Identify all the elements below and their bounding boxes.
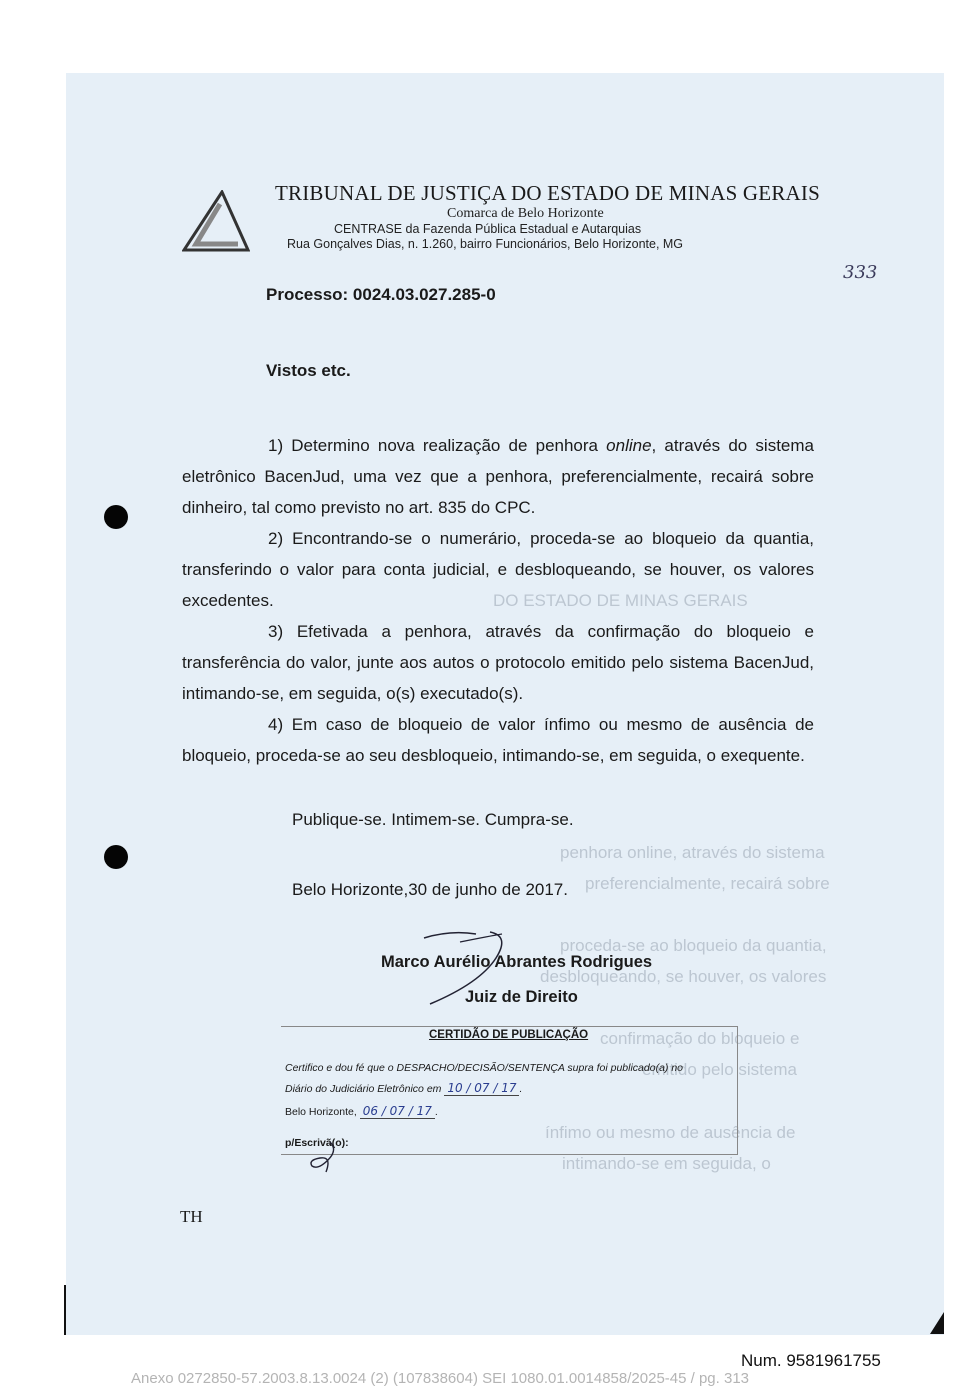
item-1 bbox=[182, 430, 814, 523]
certificate-title: CERTIDÃO DE PUBLICAÇÃO bbox=[429, 1029, 589, 1041]
punch-hole bbox=[104, 845, 128, 869]
item-2: 2) Encontrando-se o numerário, proceda-se ao bloqueio da quantia, transferindo o valor para conta judicial, e desbloqueando, se houver, os valores excedentes. bbox=[182, 529, 814, 610]
handwritten-page-number: 333 bbox=[843, 262, 878, 283]
vistos-heading: Vistos etc. bbox=[266, 361, 351, 380]
place-label: Belo Horizonte, bbox=[285, 1106, 357, 1118]
certificate-statement: Certifico e dou fé que o DESPACHO/DECISÃO/SENTENÇA supra foi publicado(a) no bbox=[285, 1062, 684, 1074]
closing-line: Publique-se. Intimem-se. Cumpra-se. bbox=[292, 810, 574, 829]
court-title: TRIBUNAL DE JUSTIÇA DO ESTADO DE MINAS GERAIS bbox=[275, 181, 820, 205]
item-3: 3) Efetivada a penhora, através da confirmação do bloqueio e transferência do valor, junte aos autos o protocolo emitido pelo sistema BacenJud, intimando-se, em seguida, o(s) executado(s). bbox=[182, 622, 814, 703]
typist-initials: TH bbox=[180, 1207, 203, 1226]
comarca-line: Comarca de Belo Horizonte bbox=[447, 206, 604, 221]
bleed-through-text: emitido pelo sistema bbox=[642, 1060, 797, 1079]
certificate-text bbox=[285, 1058, 737, 1099]
signer-role: Juiz de Direito bbox=[465, 988, 578, 1006]
item-1-text-cont: , através do sistema eletrônico BacenJud, uma vez que a penhora, preferencialmente, recairá sobre dinheiro, tal como previsto no art. 835 do CPC. bbox=[182, 436, 814, 517]
bleed-through-text: proceda-se ao bloqueio da quantia, bbox=[560, 936, 827, 955]
document-number: Num. 9581961755 bbox=[741, 1351, 881, 1370]
court-logo-icon bbox=[182, 190, 250, 254]
decision-body bbox=[182, 430, 814, 771]
punch-hole bbox=[104, 505, 128, 529]
publication-date: 10 / 07 / 17 bbox=[444, 1081, 519, 1096]
diario-label: Diário do Judiciário Eletrônico em bbox=[285, 1083, 442, 1095]
page-corner-mark bbox=[930, 1312, 944, 1334]
footer-reference: Anexo 0272850-57.2003.8.13.0024 (2) (107838604) SEI 1080.01.0014858/2025-45 / pg. 313 bbox=[131, 1370, 750, 1387]
bleed-through-text: confirmação do bloqueio e bbox=[600, 1029, 800, 1048]
bleed-through-text: desbloqueando, se houver, os valores bbox=[540, 967, 827, 986]
escrivao-label: p/Escrivã(o): bbox=[285, 1137, 349, 1149]
centrase-line: CENTRASE da Fazenda Pública Estadual e Autarquias bbox=[334, 222, 642, 236]
certificate-diario-line: Diário do Judiciário Eletrônico em 10 / 07 / 17 . bbox=[285, 1081, 523, 1095]
bleed-through-text: preferencialmente, recairá sobre bbox=[585, 874, 830, 893]
bleed-through-text: penhora online, através do sistema bbox=[560, 843, 825, 862]
process-number: Processo: 0024.03.027.285-0 bbox=[266, 285, 496, 304]
address-line: Rua Gonçalves Dias, n. 1.260, bairro Funcionários, Belo Horizonte, MG bbox=[287, 237, 684, 251]
signer-name: Marco Aurélio Abrantes Rodrigues bbox=[381, 953, 653, 971]
item-1-emphasis: online bbox=[606, 436, 652, 455]
bleed-through-text: DO ESTADO DE MINAS GERAIS bbox=[493, 591, 748, 610]
certificate-date-line: Belo Horizonte, 06 / 07 / 17 . bbox=[285, 1104, 438, 1118]
certificate-date: 06 / 07 / 17 bbox=[360, 1104, 435, 1119]
page-edge-mark bbox=[64, 1285, 66, 1335]
clerk-signature-icon bbox=[308, 1140, 344, 1174]
item-1-text: 1) Determino nova realização de penhora bbox=[268, 436, 607, 455]
bleed-through-text: ínfimo ou mesmo de ausência de bbox=[545, 1123, 796, 1142]
bleed-through-text: intimando-se em seguida, o bbox=[562, 1154, 771, 1173]
place-date: Belo Horizonte,30 de junho de 2017. bbox=[292, 880, 568, 899]
item-4: 4) Em caso de bloqueio de valor ínfimo ou mesmo de ausência de bloqueio, proceda-se ao seu desbloqueio, intimando-se, em seguida, o exequente. bbox=[182, 715, 814, 765]
